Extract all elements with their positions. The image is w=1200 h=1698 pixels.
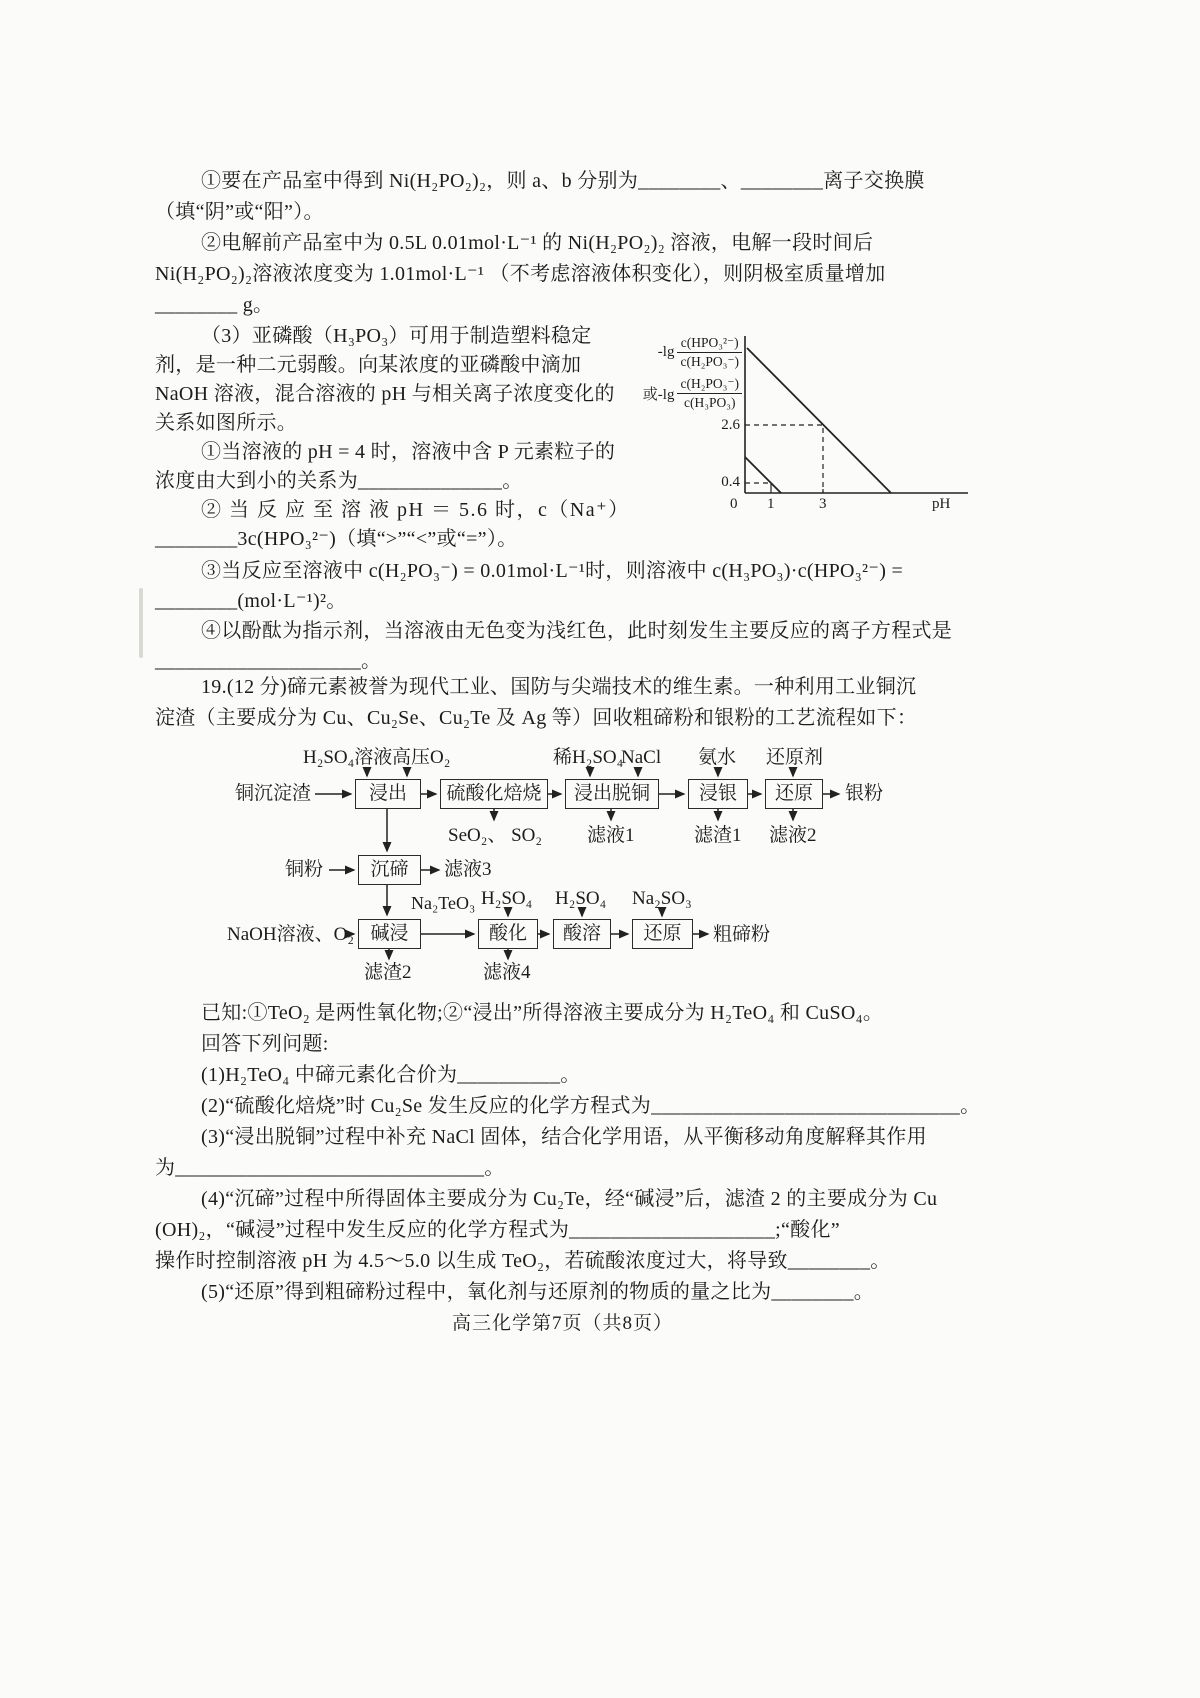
- input-nacl: NaCl: [621, 747, 662, 768]
- ylabel-prefix-2: 或-lg: [642, 386, 675, 403]
- text-line: Ni(H₂PO₂)₂溶液浓度变为 1.01mol·L⁻¹ （不考虑溶液体积变化），则阴极室质量增加: [155, 263, 886, 285]
- text-line: ③当反应至溶液中 c(H₂PO₃⁻) = 0.01mol·L⁻¹时，则溶液中 c(H₃PO₃)·c(HPO₃²⁻) =: [201, 560, 904, 582]
- input-naoh-o2: NaOH溶液、O₂: [227, 924, 354, 945]
- text-line: 浓度由大到小的关系为______________。: [155, 470, 523, 492]
- phosphorous-section: [155, 322, 635, 554]
- decopper-box: 浸出脱铜: [565, 779, 659, 809]
- text-line: (4)“沉碲”过程中所得固体主要成分为 Cu₂Te，经“碱浸”后，滤渣 2 的主要成分为 Cu: [201, 1188, 938, 1210]
- input-h2so4-a: H₂SO₄: [481, 888, 533, 909]
- output-residue-1: 滤渣1: [694, 825, 742, 846]
- text-line: ________ g。: [155, 294, 274, 316]
- text-line: ①当溶液的 pH = 4 时，溶液中含 P 元素粒子的: [201, 441, 616, 463]
- text-line: (2)“硫酸化焙烧”时 Cu₂Se 发生反应的化学方程式为______________________________。: [201, 1095, 981, 1117]
- phosphorous-section-full: [155, 556, 975, 676]
- flow-end-crude-tellurium: 粗碲粉: [713, 924, 771, 945]
- electrolysis-section: [155, 166, 975, 321]
- fraction-numerator: c(H₂PO₃⁻): [677, 375, 742, 394]
- xtick-1: 1: [767, 496, 775, 512]
- text-line: ②电解前产品室中为 0.5L 0.01mol·L⁻¹ 的 Ni(H₂PO₂)₂ 溶液，电解一段时间后: [201, 232, 874, 254]
- ytick-0-4: 0.4: [721, 474, 740, 490]
- input-na2so3: Na₂SO₃: [632, 888, 692, 909]
- text-line: 淀渣（主要成分为 Cu、Cu₂Se、Cu₂Te 及 Ag 等）回收粗碲粉和银粉的工艺流程如下：: [155, 707, 918, 729]
- text-line: 19.(12 分)碲元素被誉为现代工业、国防与尖端技术的维生素。一种利用工业铜沉: [201, 676, 917, 698]
- ph-graph: [630, 328, 980, 523]
- input-h2so4-b: H₂SO₄: [555, 888, 607, 909]
- flow-start-copper-residue: 铜沉淀渣: [235, 783, 312, 804]
- arrow-label-na2teo3: Na₂TeO₃: [411, 893, 476, 913]
- text-line: （填“阴”或“阳”）。: [155, 201, 324, 223]
- silver-leach-box: 浸银: [688, 779, 748, 809]
- text-line: (5)“还原”得到粗碲粉过程中，氧化剂与还原剂的物质的量之比为________。: [201, 1281, 875, 1303]
- text-line: 回答下列问题:: [201, 1033, 329, 1055]
- reduce-box-1: 还原: [765, 779, 823, 809]
- page-footer: 高三化学第7页（共8页）: [451, 1313, 673, 1334]
- fraction-denominator: c(H₃PO₃): [684, 394, 736, 410]
- text-line: 关系如图所示。: [155, 412, 298, 434]
- output-filtrate-1: 滤液1: [587, 825, 635, 846]
- sulfate-roast-box: 硫酸化焙烧: [440, 779, 548, 809]
- text-line: ________3c(HPO₃²⁻)（填“>”“<”或“=”）。: [155, 528, 518, 550]
- text-line: （3）亚磷酸（H₃PO₃）可用于制造塑料稳定: [201, 325, 592, 347]
- tellurium-precip-box: 沉碲: [358, 855, 421, 885]
- text-line: 已知:①TeO₂ 是两性氧化物;②“浸出”所得溶液主要成分为 H₂TeO₄ 和 CuSO₄。: [201, 1002, 884, 1024]
- input-high-pressure-o2: 高压O₂: [392, 747, 451, 768]
- output-filtrate-4: 滤液4: [483, 962, 531, 983]
- output-filtrate-3: 滤液3: [444, 859, 492, 880]
- alkali-leach-box: 碱浸: [358, 919, 421, 949]
- fraction-numerator: c(HPO₃²⁻): [677, 334, 742, 353]
- output-seo2-so2: SeO₂、 SO₂: [448, 825, 543, 846]
- text-line: 操作时控制溶液 pH 为 4.5～5.0 以生成 TeO₂，若硫酸浓度过大，将导致________。: [155, 1250, 891, 1272]
- xtick-3: 3: [819, 496, 827, 512]
- text-line: 为______________________________。: [155, 1157, 505, 1179]
- text-line: 剂，是一种二元弱酸。向某浓度的亚磷酸中滴加: [155, 354, 582, 376]
- scan-artifact: [139, 588, 143, 658]
- q19-intro: [155, 672, 975, 734]
- text-line: NaOH 溶液，混合溶液的 pH 与相关离子浓度变化的: [155, 383, 615, 405]
- input-dilute-h2so4: 稀H₂SO₄: [553, 747, 624, 768]
- text-line: ② 当 反 应 至 溶 液 pH ＝ 5.6 时，c（Na⁺）: [201, 499, 630, 521]
- text-line: ________(mol·L⁻¹)²。: [155, 590, 347, 612]
- acid-dissolve-box: 酸溶: [553, 919, 611, 949]
- graph-plot: [630, 328, 980, 523]
- input-reductant: 还原剂: [766, 747, 824, 768]
- reduce-box-2: 还原: [632, 919, 693, 949]
- text-line: ____________________。: [155, 650, 382, 672]
- text-line: (OH)₂，“碱浸”过程中发生反应的化学方程式为____________________;“酸化”: [155, 1219, 840, 1241]
- output-filtrate-2: 滤液2: [769, 825, 817, 846]
- input-h2so4-solution: H₂SO₄溶液: [303, 747, 393, 768]
- process-flowchart: [155, 742, 1035, 994]
- text-line: ①要在产品室中得到 Ni(H₂PO₂)₂，则 a、b 分别为________、________离子交换膜: [201, 170, 925, 192]
- ytick-2-6: 2.6: [721, 417, 740, 433]
- ylabel-prefix-1: -lg: [657, 343, 675, 360]
- origin-label: 0: [730, 496, 738, 512]
- xaxis-label: pH: [932, 496, 951, 512]
- text-line: (3)“浸出脱铜”过程中补充 NaCl 固体，结合化学用语，从平衡移动角度解释其作用: [201, 1126, 927, 1148]
- text-line: ④以酚酞为指示剂，当溶液由无色变为浅红色，此时刻发生主要反应的离子方程式是: [201, 620, 953, 642]
- fraction-denominator: c(H₂PO₃⁻): [680, 353, 739, 369]
- q19-body: [155, 998, 981, 1308]
- output-residue-2: 滤渣2: [364, 962, 412, 983]
- acidify-box: 酸化: [478, 919, 538, 949]
- text-line: (1)H₂TeO₄ 中碲元素化合价为__________。: [201, 1064, 581, 1086]
- input-copper-powder: 铜粉: [285, 859, 324, 880]
- flow-end-silver-powder: 银粉: [845, 783, 884, 804]
- input-ammonia: 氨水: [698, 747, 737, 768]
- leach-box: 浸出: [355, 779, 421, 809]
